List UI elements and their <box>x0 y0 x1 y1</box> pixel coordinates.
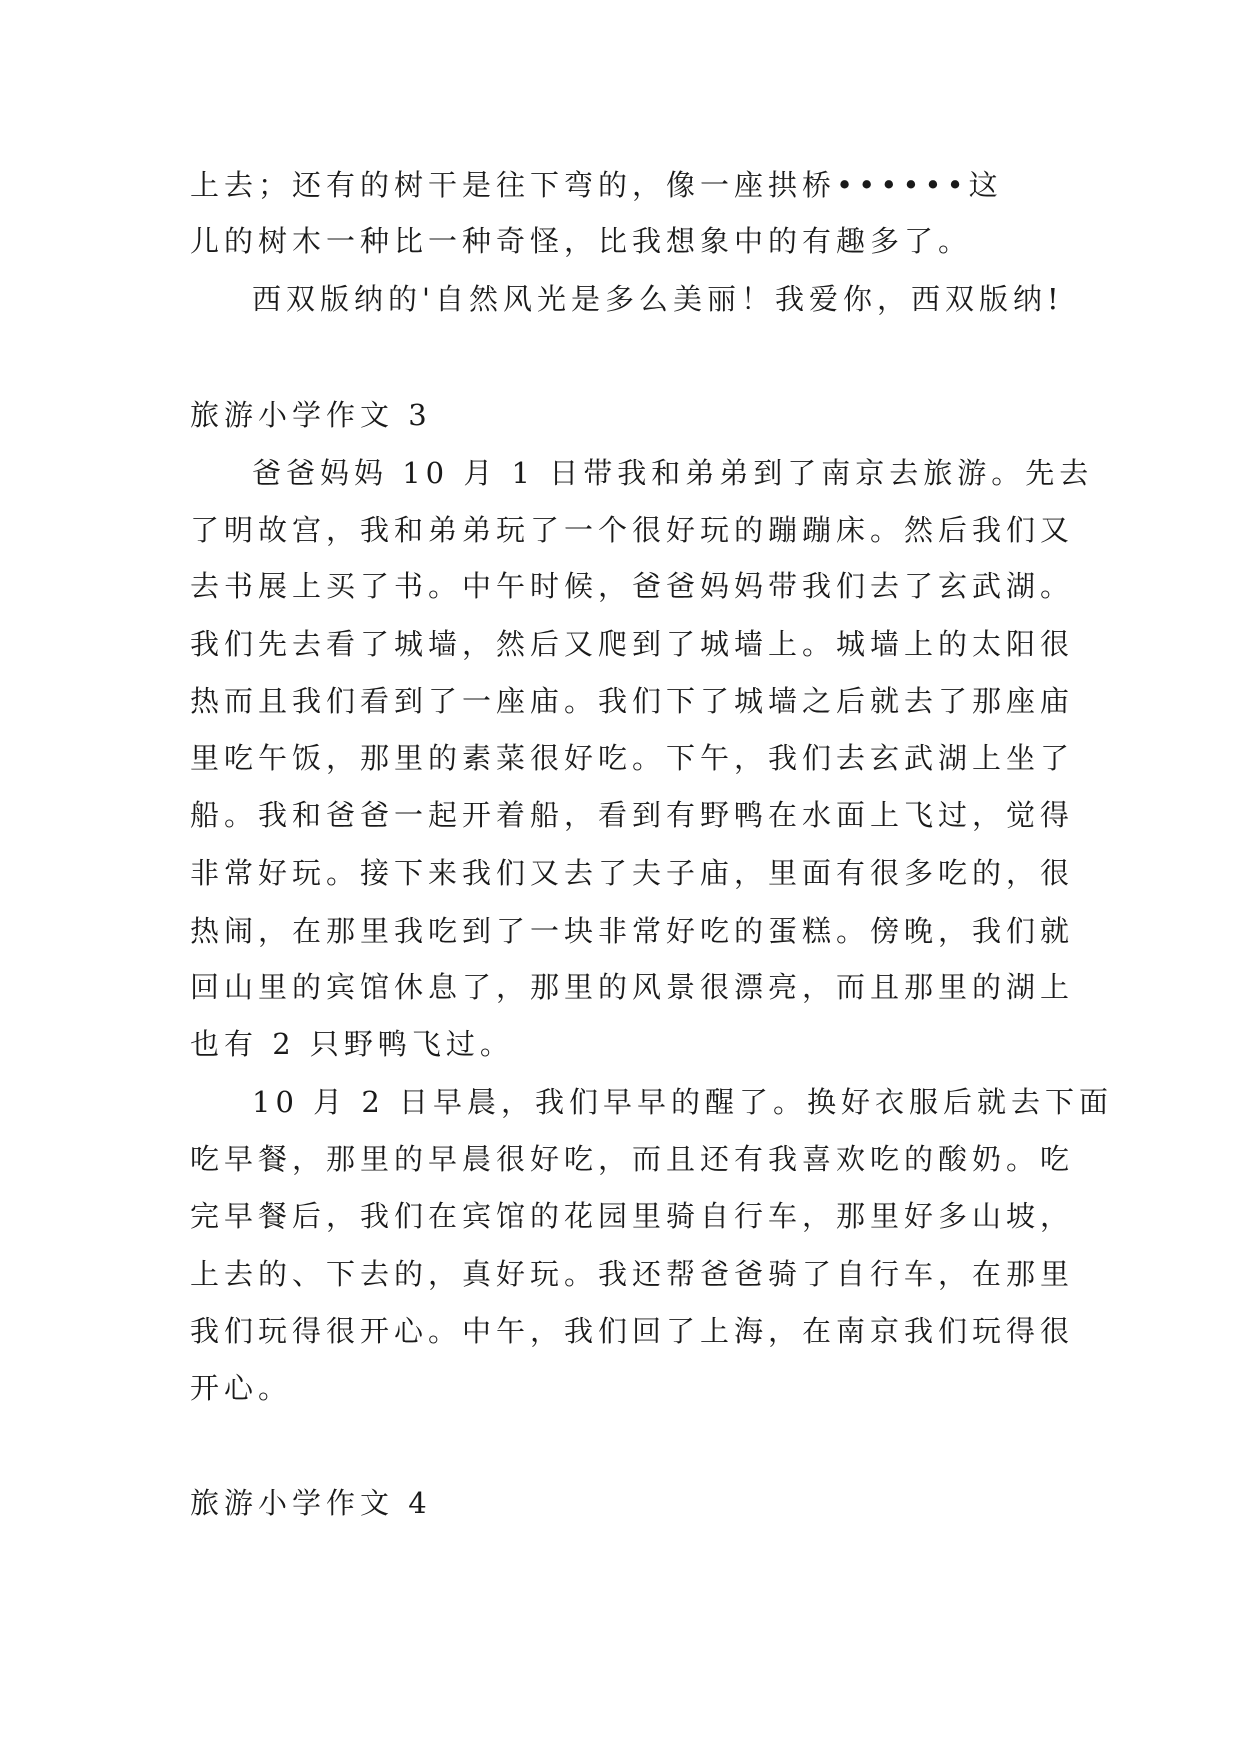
body-text-line: 我们玩得很开心。中午，我们回了上海，在南京我们玩得很 <box>190 1314 1075 1348</box>
body-text-line: 了明故宫，我和弟弟玩了一个很好玩的蹦蹦床。然后我们又 <box>190 513 1075 547</box>
body-text-line: 10 月 2 日早晨，我们早早的醒了。换好衣服后就去下面 <box>252 1085 1114 1119</box>
body-text-line: 去书展上买了书。中午时候，爸爸妈妈带我们去了玄武湖。 <box>190 569 1075 603</box>
body-text-line: 船。我和爸爸一起开着船，看到有野鸭在水面上飞过，觉得 <box>190 798 1075 832</box>
body-text-line: 我们先去看了城墙，然后又爬到了城墙上。城墙上的太阳很 <box>190 627 1075 661</box>
body-text-line: 里吃午饭，那里的素菜很好吃。下午，我们去玄武湖上坐了 <box>190 741 1075 775</box>
body-text-line: 上去的、下去的，真好玩。我还帮爸爸骑了自行车，在那里 <box>190 1257 1075 1291</box>
body-text-line: 回山里的宾馆休息了，那里的风景很漂亮，而且那里的湖上 <box>190 970 1075 1004</box>
body-text-line: 爸爸妈妈 10 月 1 日带我和弟弟到了南京去旅游。先去 <box>252 456 1094 490</box>
body-text-line: 热而且我们看到了一座庙。我们下了城墙之后就去了那座庙 <box>190 684 1075 718</box>
body-text-line: 热闹，在那里我吃到了一块非常好吃的蛋糕。傍晚，我们就 <box>190 914 1075 948</box>
body-text-line: 上去；还有的树干是往下弯的，像一座拱桥••••••这 <box>190 168 1003 202</box>
section-heading-4: 旅游小学作文 4 <box>190 1486 432 1520</box>
body-text-line: 也有 2 只野鸭飞过。 <box>190 1027 514 1061</box>
body-text-line: 完早餐后，我们在宾馆的花园里骑自行车，那里好多山坡， <box>190 1199 1075 1233</box>
body-text-line: 儿的树木一种比一种奇怪，比我想象中的有趣多了。 <box>190 224 973 258</box>
body-text-line: 非常好玩。接下来我们又去了夫子庙，里面有很多吃的，很 <box>190 856 1075 890</box>
closing-sentence: 西双版纳的'自然风光是多么美丽！我爱你，西双版纳! <box>252 282 1064 316</box>
body-text-line: 吃早餐，那里的早晨很好吃，而且还有我喜欢吃的酸奶。吃 <box>190 1142 1075 1176</box>
body-text-line: 开心。 <box>190 1371 293 1405</box>
section-heading-3: 旅游小学作文 3 <box>190 398 432 432</box>
